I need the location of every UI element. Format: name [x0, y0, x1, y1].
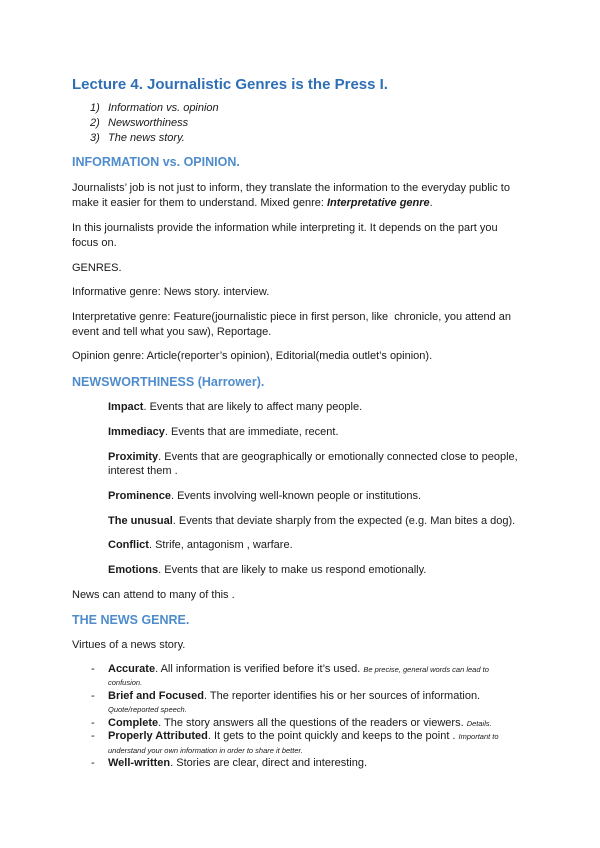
newsworthiness-item-immediacy — [108, 425, 524, 440]
item-term: Emotions — [108, 563, 159, 576]
paragraph-interpreting: In this journalists provide the information while interpreting it. It depends on the part you focus on. — [72, 221, 498, 249]
dash-bullet: - — [91, 662, 95, 675]
virtue-term: Accurate — [108, 662, 156, 675]
virtue-note: Quote/reported speech. — [108, 705, 187, 714]
section-heading-news-genre: THE NEWS GENRE. — [72, 612, 190, 627]
paragraph-end: . — [429, 196, 433, 209]
virtue-text: . It gets to the point quickly and keeps to the point . — [207, 730, 459, 742]
outline-number: 2) — [90, 117, 100, 129]
item-text: . Events that are likely to make us respond emotionally. — [158, 563, 427, 576]
dash-bullet: - — [91, 716, 95, 729]
newsworthiness-item-emotions — [108, 563, 524, 578]
virtue-item-brief-focused — [72, 690, 513, 717]
virtue-note: Details. — [466, 718, 492, 728]
section-heading-information: INFORMATION vs. OPINION. — [72, 155, 240, 169]
news-genre-intro: Virtues of a news story. — [72, 638, 186, 651]
outline-text: Information vs. opinion — [108, 102, 219, 114]
virtue-text: . The story answers all the questions of the readers or viewers. — [158, 716, 467, 729]
emphasis-interpretative-genre: Interpretative genre — [326, 196, 430, 209]
outline-number: 3) — [90, 132, 100, 144]
virtues-list — [72, 663, 513, 771]
interpretative-genre-line: Interpretative genre: Feature(journalistic piece in first person, like chronicle, you attend an event and tell what you saw), Reportage. — [72, 310, 512, 338]
virtue-item-well-written — [72, 757, 513, 771]
virtue-text: . Stories are clear, direct and interesting. — [170, 757, 368, 769]
paragraph-journalists-job — [72, 181, 520, 211]
item-term: The unusual — [108, 514, 173, 527]
paragraph-text: Journalists’ job is not just to inform, they translate the information to the everyday public to make it easier for them to understand. Mixed genre: — [72, 181, 510, 209]
outline-text: The news story. — [108, 132, 185, 144]
virtue-item-complete — [72, 717, 513, 731]
outline-number: 1) — [90, 102, 100, 114]
item-text: . Events that are likely to affect many people. — [143, 400, 363, 413]
item-text: . Events that are immediate, recent. — [164, 425, 339, 438]
outline-list — [72, 101, 520, 146]
outline-item — [72, 131, 520, 146]
newsworthiness-item-prominence — [108, 489, 524, 504]
item-term: Conflict — [108, 538, 149, 551]
informative-genre-line: Informative genre: News story. interview. — [72, 285, 270, 298]
lecture-title: Lecture 4. Journalistic Genres is the Press I. — [72, 76, 388, 93]
genres-label: GENRES. — [72, 261, 122, 274]
dash-bullet: - — [91, 730, 95, 742]
item-term: Impact — [108, 400, 144, 413]
dash-bullet: - — [91, 757, 95, 769]
item-term: Proximity — [108, 450, 159, 463]
dash-bullet: - — [91, 689, 95, 702]
virtue-item-properly-attributed — [72, 730, 513, 757]
outline-item — [72, 101, 520, 116]
virtue-text: . All information is verified before it’s used. — [155, 662, 364, 675]
newsworthiness-item-impact — [108, 400, 524, 415]
item-term: Prominence — [108, 489, 171, 502]
item-text: . Events that are geographically or emotionally connected close to people, interest them . — [108, 450, 518, 477]
virtue-text: . The reporter identifies his or her sources of information. — [203, 689, 481, 702]
item-term: Immediacy — [108, 425, 165, 438]
virtue-note: Be precise, general words can lead to confusion. — [108, 664, 489, 687]
virtue-term: Brief and Focused — [108, 689, 204, 702]
virtue-note: Important to understand your own information in order to share it better. — [108, 732, 499, 755]
newsworthiness-closing: News can attend to many of this . — [72, 588, 235, 601]
section-heading-newsworthiness: NEWSWORTHINESS (Harrower). — [72, 375, 265, 389]
virtue-item-accurate — [72, 663, 513, 690]
opinion-genre-line: Opinion genre: Article(reporter’s opinion), Editorial(media outlet’s opinion). — [72, 349, 433, 362]
virtue-term: Well-written — [108, 757, 171, 769]
newsworthiness-item-unusual — [108, 514, 524, 529]
virtue-term: Complete — [108, 716, 159, 729]
newsworthiness-item-conflict — [108, 538, 524, 553]
item-text: . Events involving well-known people or institutions. — [170, 489, 422, 502]
outline-item — [72, 116, 520, 131]
outline-text: Newsworthiness — [108, 117, 189, 129]
item-text: . Events that deviate sharply from the expected (e.g. Man bites a dog). — [172, 514, 516, 527]
item-text: . Strife, antagonism , warfare. — [148, 538, 293, 551]
virtue-term: Properly Attributed — [108, 730, 208, 742]
newsworthiness-item-proximity — [108, 450, 524, 479]
